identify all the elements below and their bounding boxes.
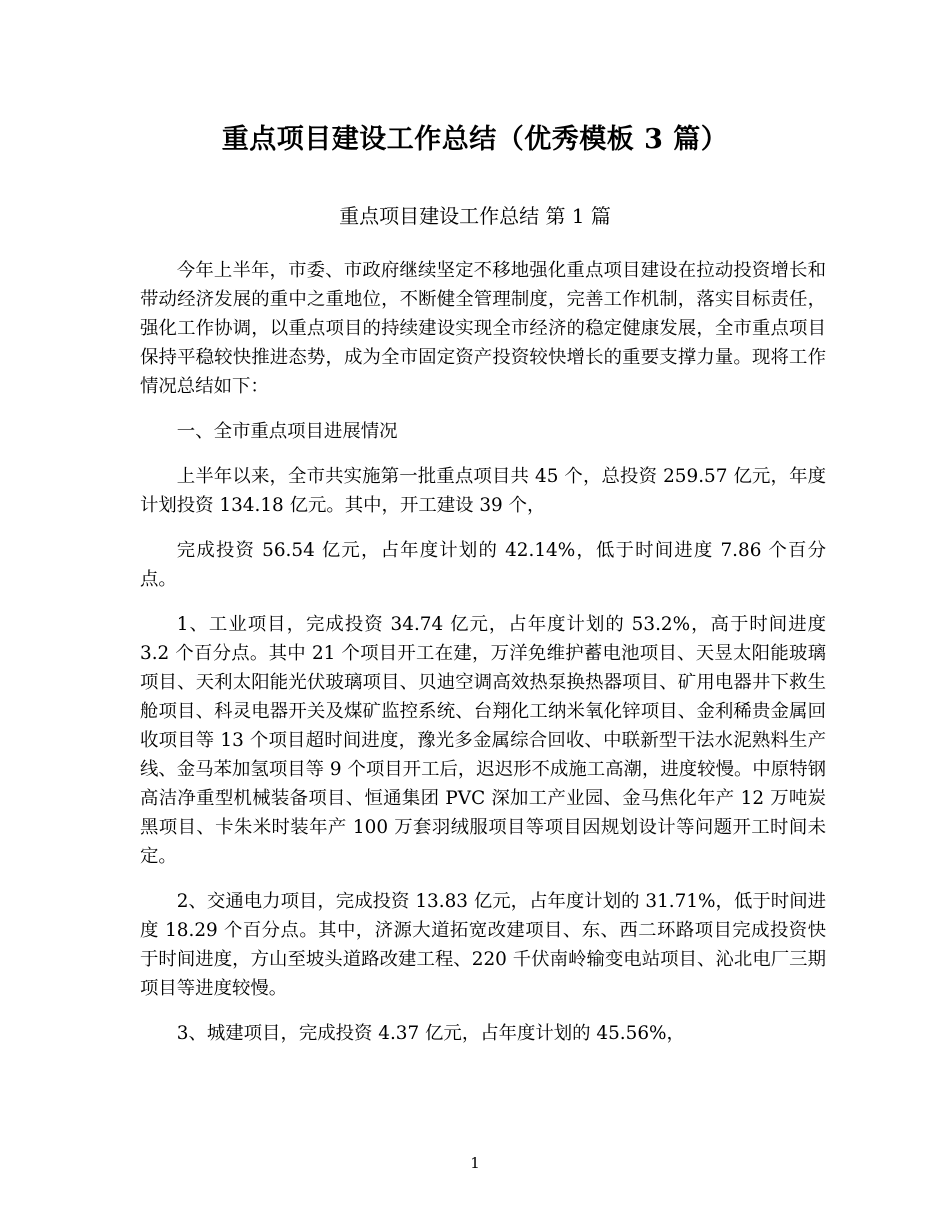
page-number: 1 (470, 1154, 480, 1172)
section-heading: 重点项目建设工作总结 第 1 篇 (339, 204, 611, 228)
paragraph-intro: 今年上半年，市委、市政府继续坚定不移地强化重点项目建设在拉动投资增长和带动经济发展的重中之重地位，不断健全管理制度，完善工作机制，落实目标责任，强化工作协调，以重点项目的持续建设实现全市经济的稳定健康发展，全市重点项目保持平稳较快推进态势，成为全市固定资产投资较快增长的重要支撑力量。现将工作情况总结如下： (140, 260, 826, 397)
paragraph-completion: 完成投资 56.54 亿元，占年度计划的 42.14%，低于时间进度 7.86 个百分点。 (140, 540, 826, 590)
paragraph-urban-construction-projects: 3、城建项目，完成投资 4.37 亿元，占年度计划的 45.56%， (176, 1023, 685, 1044)
body-text (140, 256, 826, 1064)
paragraph-transport-power-projects: 2、交通电力项目，完成投资 13.83 亿元，占年度计划的 31.71%，低于时间进度 18.29 个百分点。其中，济源大道拓宽改建项目、东、西二环路项目完成投资快于时间进度，方山至坡头道路改建工程、220 千伏南岭输变电站项目、沁北电厂三期项目等进度较慢。 (140, 891, 826, 999)
paragraph-heading-progress: 一、全市重点项目进展情况 (176, 421, 398, 442)
paragraph-overview: 上半年以来，全市共实施第一批重点项目共 45 个，总投资 259.57 亿元，年度计划投资 134.18 亿元。其中，开工建设 39 个， (140, 466, 826, 516)
document-title: 重点项目建设工作总结（优秀模板 3 篇） (221, 124, 729, 155)
paragraph-industrial-projects: 1、工业项目，完成投资 34.74 亿元，占年度计划的 53.2%，高于时间进度 3.2 个百分点。其中 21 个项目开工在建，万洋免维护蓄电池项目、天昱太阳能玻璃项目、天利太阳能光伏玻璃项目、贝迪空调高效热泵换热器项目、矿用电器井下救生舱项目、科灵电器开关及煤矿监控系统、台翔化工纳米氧化锌项目、金利稀贵金属回收项目等 13 个项目超时间进度，豫光多金属综合回收、中联新型干法水泥熟料生产线、金马苯加氢项目等 9 个项目开工后，迟迟形不成施工高潮，进度较慢。中原特钢高洁净重型机械装备项目、恒通集团 PVC 深加工产业园、金马焦化年产 12 万吨炭黑项目、卡朱米时装年产 100 万套羽绒服项目等项目因规划设计等问题开工时间未定。 (140, 614, 826, 867)
